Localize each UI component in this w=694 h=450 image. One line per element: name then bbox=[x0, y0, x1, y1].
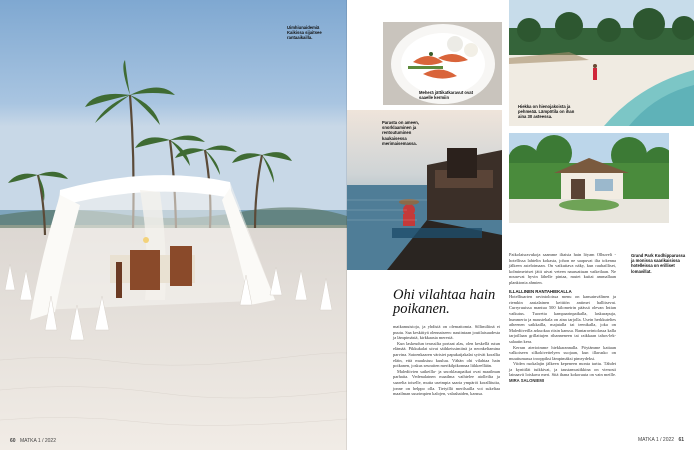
body-paragraph: Paikolaisravukoja saamme iltaisia hain löyam Olhuveli -hotellissa lahtelin kokasta, johon ne saapuvat ilta tokenna jälkeen asteloimaan. On vaikuttava näky, kun raubailliset, kolmimetriset jätit uivat veteen nauruattuan vaikeilaan. Ne nousevat hyvin lähelle pintaa, mutet kuitai ammallaan planktonia ahmien. bbox=[509, 252, 616, 285]
body-paragraph: Hotelliuarten ravintoloissa menu on kansainvälinen ja riemkin aasialainen keittiön antimet hallitsevat. Curryruuissa mantua 500 kilometrin päässä olevan Intian vaikutus. Tuoretta kampaarinpaikalla, laskurapuja, hummeria ja maustekala on aina tarjolla. Usein herkkuteltes aiheenen saikkailla, majatalla tai teenikalla, joka on Malediiveilla arkuokaa riisin kanssa. Rantaravintolassa kalla tarjoillaan grillattujen rihanneneen tai raikkaan tahos-lek-salaatin kera. bbox=[509, 294, 616, 344]
body-paragraph: Malediivien saikeilla- ja snorklauspaikat ovat maailman parhaita. Vedenalainen maailma vaihtelee atolleilta ja saarelta toiselle, mutta useimpia saaria ympäröi korallitutta, jonne on helppo olla. Tietyillä merilsailla voi sukeltaa maailman suurimpien kalojen, valashaiden, kanssa. bbox=[393, 368, 500, 397]
article-column-left bbox=[393, 324, 500, 397]
body-paragraph: Kun laskeudun terassilta portaat alas, olen keskellä rutun elämää. Pikkukalat uivat säihkeissimiinä ja neonkeltamina parvina. Satoenkaaren värisiet papukaijakalat syövät korallia eläin, että muuksiuu kuuluu. Vähän ohi vilahtaa hain poikanen, joskus seuraiten merikilpikonnaa liikkeellään. bbox=[393, 340, 500, 369]
page-footer bbox=[638, 437, 684, 443]
magazine-issue: MATKA 1 / 2022 bbox=[638, 437, 675, 443]
page-footer bbox=[10, 438, 56, 444]
page-number: 61 bbox=[678, 437, 684, 443]
page-number: 60 bbox=[10, 438, 16, 444]
article-headline: Ohi vilahtaa hain poikanen. bbox=[393, 287, 496, 317]
body-paragraph: matkamuistoja, ja yhdistä on olemattomia. Sillimiliinä ei puutu. Saa keskittyä olennaiseen: nautintaan joutilaisuudesta ja lämpimästä, kirkkaasta merestä. bbox=[393, 324, 500, 341]
photo-caption: Uimhiunaidemiä Kaikissa sijaitsee rantaaikailla. bbox=[287, 25, 322, 41]
photo-caption: Grand Park Kodhipparussa ja monissa saarikaisissa hotelleissa on erilliset lomavillat. bbox=[631, 253, 686, 274]
photo-caption: Parasta on ameen, snorklaaminen ja rentoutuminen kaukaisessa merimaisemassa. bbox=[382, 120, 420, 146]
beach-villa-photo bbox=[509, 133, 669, 223]
right-page bbox=[347, 0, 694, 450]
magazine-issue: MATKA 1 / 2022 bbox=[19, 438, 56, 444]
body-paragraph: Viiden ruokalajin jälkeen kepeneen monta tarttu. Tähdet ja kynttilät tuikkivat, ja taustamusiikkina on vienosti lainaavit loiskava meri. Sitä ihana kokoruuta on vain meille. MIRA SALONIEMI bbox=[509, 361, 616, 384]
section-subhead: ILLALLINEN RANTAHIEKALLA bbox=[509, 288, 572, 294]
photo-caption: Hiekka on hienojakoista ja pehmeää. Lämpötila on ihan aina 30 asteessa. bbox=[518, 104, 575, 120]
author-byline: MIRA SALONIEMI bbox=[509, 378, 544, 384]
photo-caption: Meherä jättikatkaravut ovat saaelle kermiin bbox=[419, 90, 473, 101]
body-paragraph: Kerran aterioimme hiekkarannalla. Pöytämme kattaan valkoiseen silkokivettelyen suojaan, kun illarusko on muuttumassa trooppiksi lämpimäksi pimeydeksi. bbox=[509, 344, 616, 361]
article-column-right bbox=[509, 252, 616, 384]
